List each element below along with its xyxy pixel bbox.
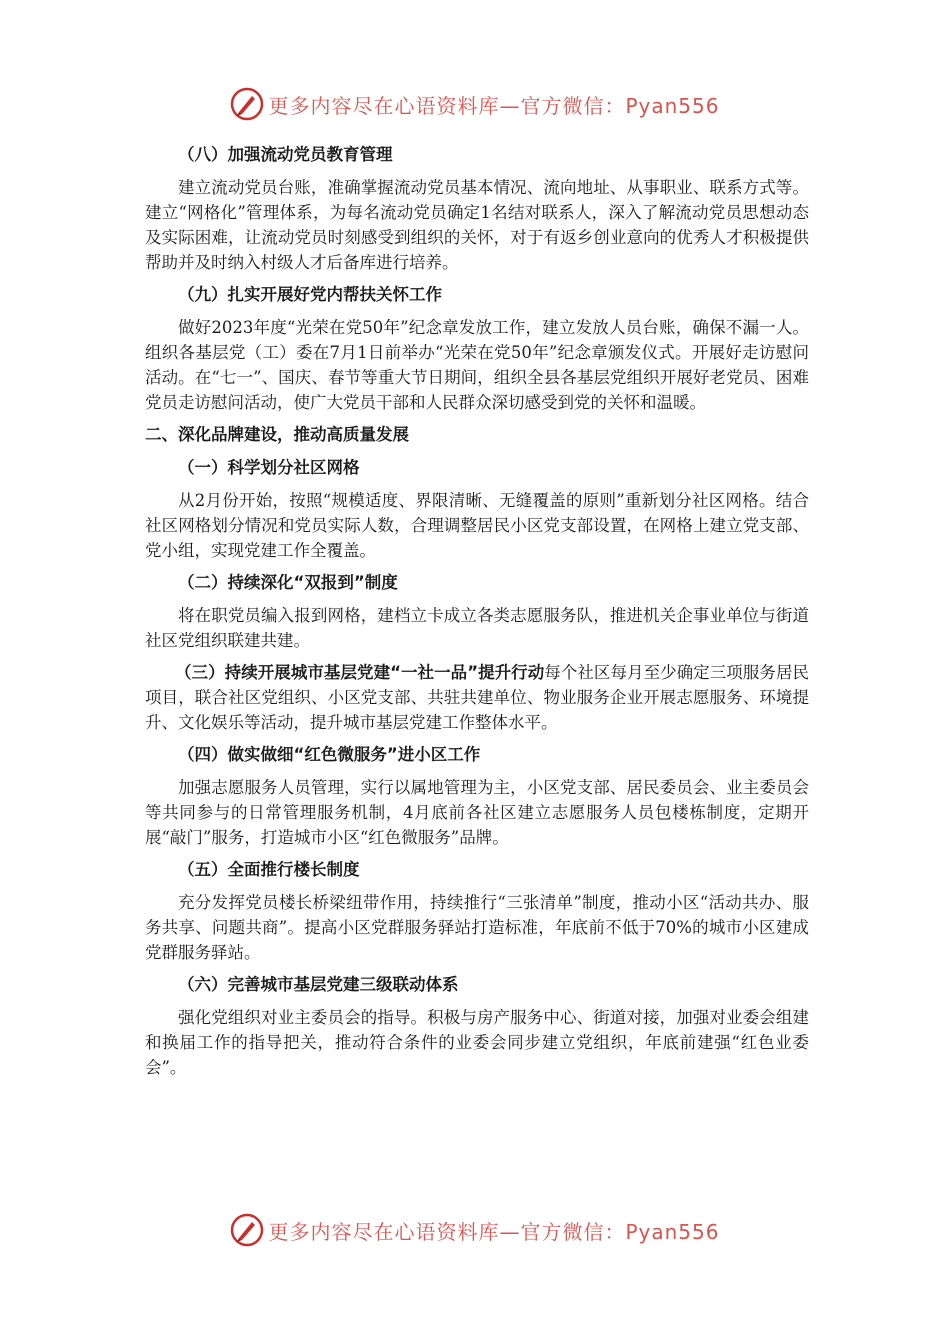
part-heading: 二、深化品牌建设，推动高质量发展 xyxy=(145,425,409,444)
section-heading: （一）科学划分社区网格 xyxy=(178,458,360,477)
pen-logo-icon xyxy=(230,87,264,121)
document-body xyxy=(145,142,809,1087)
section-heading: （五）全面推行楼长制度 xyxy=(178,860,360,879)
pen-logo-icon xyxy=(230,1213,264,1247)
header-banner xyxy=(0,84,950,124)
footer-banner xyxy=(0,1210,950,1250)
banner-text: 更多内容尽在心语资料库—官方微信：Pyan556 xyxy=(268,93,720,118)
paragraph: 将在职党员编入报到网格，建档立卡成立各类志愿服务队，推进机关企事业单位与街道社区党组织联建共建。 xyxy=(145,606,809,650)
paragraph: 充分发挥党员楼长桥梁纽带作用，持续推行“三张清单”制度，推动小区“活动共办、服务共享、问题共商”。提高小区党群服务驿站打造标准，年底前不低于70%的城市小区建成党群服务驿站。 xyxy=(145,893,809,962)
paragraph-with-lead xyxy=(145,660,809,735)
paragraph-text: 每个社区每月至少确定三项服务居民项目，联合社区党组织、小区党支部、共驻共建单位、物业服务企业开展志愿服务、环境提升、文化娱乐等活动，提升城市基层党建工作整体水平。 xyxy=(145,663,809,732)
banner-text: 更多内容尽在心语资料库—官方微信：Pyan556 xyxy=(268,1219,720,1244)
section-heading: （八）加强流动党员教育管理 xyxy=(178,145,393,164)
paragraph: 强化党组织对业主委员会的指导。积极与房产服务中心、街道对接，加强对业委会组建和换届工作的指导把关，推动符合条件的业委会同步建立党组织，年底前建强“红色业委会”。 xyxy=(145,1008,809,1077)
section-heading: （四）做实做细“红色微服务”进小区工作 xyxy=(178,745,481,764)
section-heading: （六）完善城市基层党建三级联动体系 xyxy=(178,975,459,994)
paragraph: 做好2023年度“光荣在党50年”纪念章发放工作，建立发放人员台账，确保不漏一人。组织各基层党（工）委在7月1日前举办“光荣在党50年”纪念章颁发仪式。开展好走访慰问活动。在“七一”、国庆、春节等重大节日期间，组织全县各基层党组织开展好老党员、困难党员走访慰问活动，使广大党员干部和人民群众深切感受到党的关怀和温暖。 xyxy=(145,318,809,412)
paragraph: 加强志愿服务人员管理，实行以属地管理为主，小区党支部、居民委员会、业主委员会等共同参与的日常管理服务机制，4月底前各社区建立志愿服务人员包楼栋制度，定期开展“敲门”服务，打造城市小区“红色微服务”品牌。 xyxy=(145,778,809,847)
paragraph: 建立流动党员台账，准确掌握流动党员基本情况、流向地址、从事职业、联系方式等。建立“网格化”管理体系，为每名流动党员确定1名结对联系人，深入了解流动党员思想动态及实际困难，让流动党员时刻感受到组织的关怀，对于有返乡创业意向的优秀人才积极提供帮助并及时纳入村级人才后备库进行培养。 xyxy=(145,178,809,272)
paragraph: 从2月份开始，按照“规模适度、界限清晰、无缝覆盖的原则”重新划分社区网格。结合社区网格划分情况和党员实际人数，合理调整居民小区党支部设置，在网格上建立党支部、党小组，实现党建工作全覆盖。 xyxy=(145,491,809,560)
section-heading: （九）扎实开展好党内帮扶关怀工作 xyxy=(178,285,442,304)
inline-heading: （三）持续开展城市基层党建“一社一品”提升行动 xyxy=(175,663,545,682)
section-heading: （二）持续深化“双报到”制度 xyxy=(178,573,398,592)
